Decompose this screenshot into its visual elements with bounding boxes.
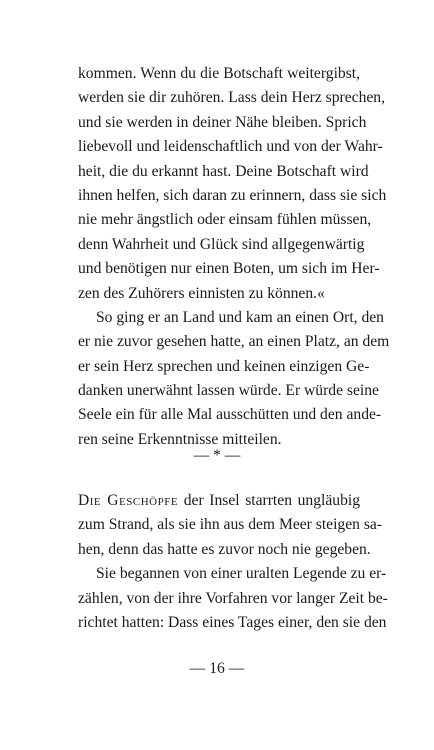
- text-line-rest: der Insel starrten ungläubig: [178, 492, 360, 509]
- text-line: hen, denn das hatte es zuvor noch nie gegeben.: [78, 540, 371, 558]
- section-separator: — * —: [193, 447, 241, 464]
- text-line: So ging er an Land und kam an einen Ort, den: [96, 308, 384, 326]
- body-text-top: [78, 62, 390, 452]
- text-line: nie mehr ängstlich oder einsam fühlen müssen,: [78, 211, 372, 229]
- text-line: Seele ein für alle Mal ausschütten und den ande-: [78, 406, 382, 424]
- text-line: ihnen helfen, sich daran zu erinnern, dass sie sich: [78, 186, 387, 204]
- text-line: heit, die du erkannt hast. Deine Botschaft wird: [78, 162, 369, 180]
- text-line: er nie zuvor gesehen hatte, an einen Platz, an dem: [78, 333, 390, 351]
- body-text-bottom: [78, 489, 388, 635]
- section-opening-smallcaps: Die Geschöpfe: [78, 492, 179, 509]
- text-line: zum Strand, als sie ihn aus dem Meer steigen sa-: [78, 516, 383, 534]
- text-line: Sie begannen von einer uralten Legende zu er-: [96, 565, 387, 583]
- text-line: denn Wahrheit und Glück sind allgegenwärtig: [78, 235, 365, 253]
- text-line: liebevoll und leidenschaftlich und von der Wahr-: [78, 138, 383, 156]
- text-line: zählen, von der ihre Vorfahren vor langer Zeit be-: [78, 589, 388, 607]
- text-line: kommen. Wenn du die Botschaft weitergibst,: [78, 65, 360, 82]
- text-line: er sein Herz sprechen und keinen einzigen Ge-: [78, 357, 370, 375]
- page-number: — 16 —: [189, 660, 245, 677]
- text-line: zen des Zuhörers einnisten zu können.«: [78, 284, 325, 302]
- text-line: und sie werden in deiner Nähe bleiben. Sprich: [78, 113, 367, 131]
- text-line: danken unerwähnt lassen würde. Er würde seine: [78, 382, 379, 400]
- text-line: ren seine Erkenntnisse mitteilen.: [78, 430, 282, 448]
- text-line: werden sie dir zuhören. Lass dein Herz sprechen,: [78, 89, 385, 107]
- text-line: richtet hatten: Dass eines Tages einer, den sie den: [78, 613, 387, 631]
- text-line: und benötigen nur einen Boten, um sich im Her-: [78, 260, 380, 278]
- text-line-section-opening: [78, 489, 360, 513]
